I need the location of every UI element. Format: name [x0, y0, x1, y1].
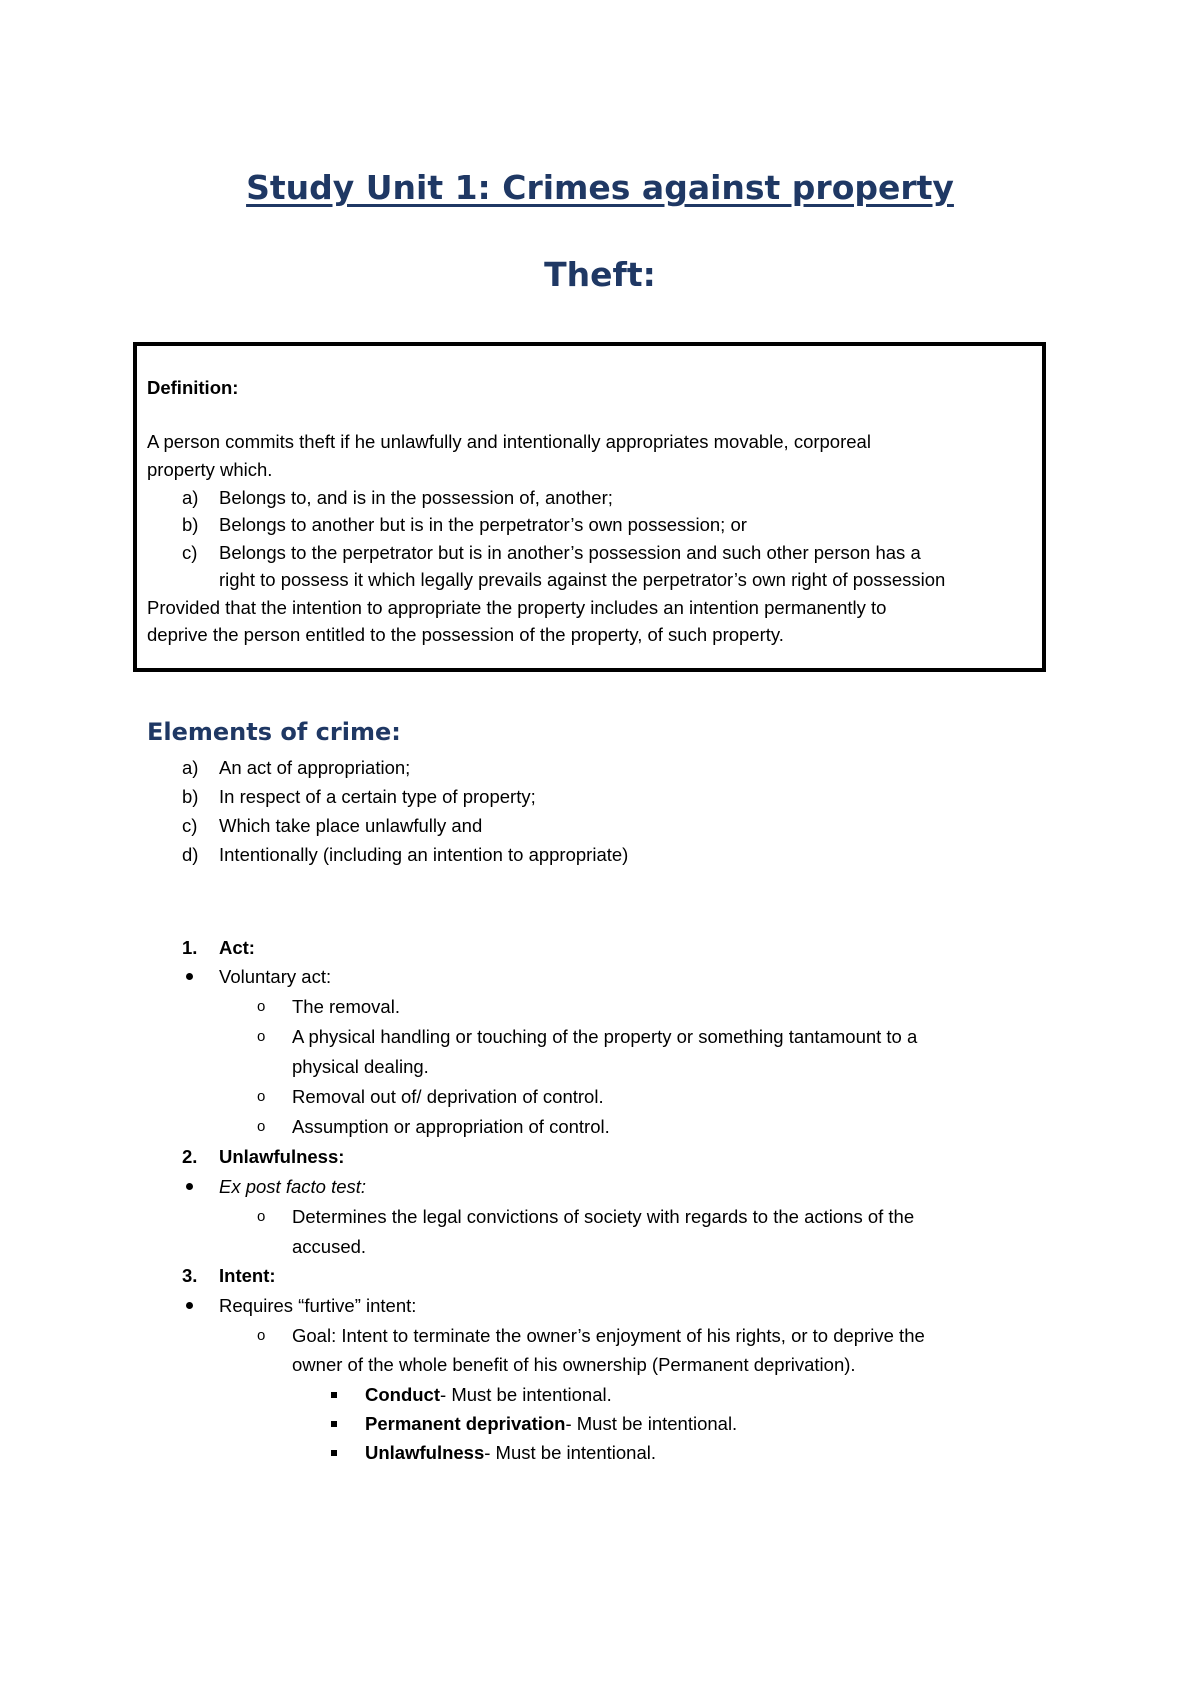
elements-item-text: In respect of a certain type of property;	[219, 786, 536, 807]
section-unlawfulness-heading: Unlawfulness:	[219, 1146, 345, 1167]
section-unlawfulness-number: 2.	[182, 1146, 198, 1167]
elements-item-label: a)	[182, 757, 199, 778]
subsub-term: Conduct	[365, 1384, 441, 1405]
elements-item-text: Which take place unlawfully and	[219, 815, 483, 836]
definition-item-b-label: b)	[182, 514, 199, 535]
elements-item-text: Intentionally (including an intention to appropriate)	[219, 844, 629, 865]
bullet-square-icon	[331, 1392, 337, 1398]
definition-item-c-text2: right to possess it which legally prevails against the perpetrator’s own right of possession	[219, 569, 946, 590]
section-intent-sub-line1: Goal: Intent to terminate the owner’s enjoyment of his rights, or to deprive the	[292, 1325, 925, 1346]
subsub-rest: - Must be intentional.	[565, 1413, 738, 1434]
definition-item-c-text: Belongs to the perpetrator but is in another’s possession and such other person has a	[219, 542, 921, 563]
elements-item-label: d)	[182, 844, 199, 865]
section-act-sub-item: Assumption or appropriation of control.	[292, 1116, 610, 1137]
section-act-sub-item: The removal.	[292, 996, 400, 1017]
bullet-circle-icon: o	[257, 1208, 266, 1225]
section-intent-subsub-item	[365, 1442, 656, 1464]
definition-item-c-label: c)	[182, 542, 198, 563]
elements-heading: Elements of crime:	[147, 718, 401, 746]
elements-item-label: c)	[182, 815, 198, 836]
bullet-square-icon	[331, 1421, 337, 1427]
subsub-term: Unlawfulness	[365, 1442, 485, 1463]
definition-intro-line1: A person commits theft if he unlawfully and intentionally appropriates movable, corporeal	[147, 431, 871, 452]
bullet-circle-icon: o	[257, 998, 266, 1015]
subsub-rest: - Must be intentional.	[440, 1384, 612, 1405]
section-act-heading: Act:	[219, 937, 255, 958]
bullet-circle-icon: o	[257, 1118, 266, 1135]
subsub-term: Permanent deprivation	[365, 1413, 566, 1434]
elements-item-text: An act of appropriation;	[219, 757, 411, 778]
bullet-square-icon	[331, 1450, 337, 1456]
bullet-dot-icon	[186, 973, 193, 980]
definition-item-b-text: Belongs to another but is in the perpetrator’s own possession; or	[219, 514, 747, 535]
section-unlawfulness-bullet: Ex post facto test:	[219, 1176, 367, 1197]
definition-heading: Definition:	[147, 377, 239, 398]
section-intent-subsub-item	[365, 1384, 612, 1406]
bullet-circle-icon: o	[257, 1028, 266, 1045]
section-act-number: 1.	[182, 937, 198, 958]
section-intent-heading: Intent:	[219, 1265, 276, 1286]
definition-intro-line2: property which.	[147, 459, 273, 480]
section-intent-number: 3.	[182, 1265, 198, 1286]
definition-proviso-line2: deprive the person entitled to the possession of the property, of such property.	[147, 624, 784, 645]
subsub-rest: - Must be intentional.	[484, 1442, 656, 1463]
section-intent-subsub-item	[365, 1413, 737, 1435]
definition-item-a-label: a)	[182, 487, 199, 508]
bullet-circle-icon: o	[257, 1088, 266, 1105]
definition-item-a-text: Belongs to, and is in the possession of, another;	[219, 487, 613, 508]
section-act-sub-item: Removal out of/ deprivation of control.	[292, 1086, 604, 1107]
section-unlawfulness-sub-line2: accused.	[292, 1236, 367, 1257]
section-intent-sub-line2: owner of the whole benefit of his ownership (Permanent deprivation).	[292, 1354, 856, 1375]
section-unlawfulness-sub-line1: Determines the legal convictions of society with regards to the actions of the	[292, 1206, 915, 1227]
section-title-theft: Theft:	[544, 255, 656, 294]
section-act-sub-item: A physical handling or touching of the property or something tantamount to a	[292, 1026, 918, 1047]
bullet-dot-icon	[186, 1183, 193, 1190]
section-act-bullet: Voluntary act:	[219, 966, 332, 987]
section-act-sub-item-cont: physical dealing.	[292, 1056, 429, 1077]
bullet-dot-icon	[186, 1302, 193, 1309]
page-title: Study Unit 1: Crimes against property	[246, 168, 954, 207]
elements-item-label: b)	[182, 786, 199, 807]
definition-proviso-line1: Provided that the intention to appropriate the property includes an intention permanently to	[147, 597, 887, 618]
bullet-circle-icon: o	[257, 1327, 266, 1344]
section-intent-bullet: Requires “furtive” intent:	[219, 1295, 417, 1316]
